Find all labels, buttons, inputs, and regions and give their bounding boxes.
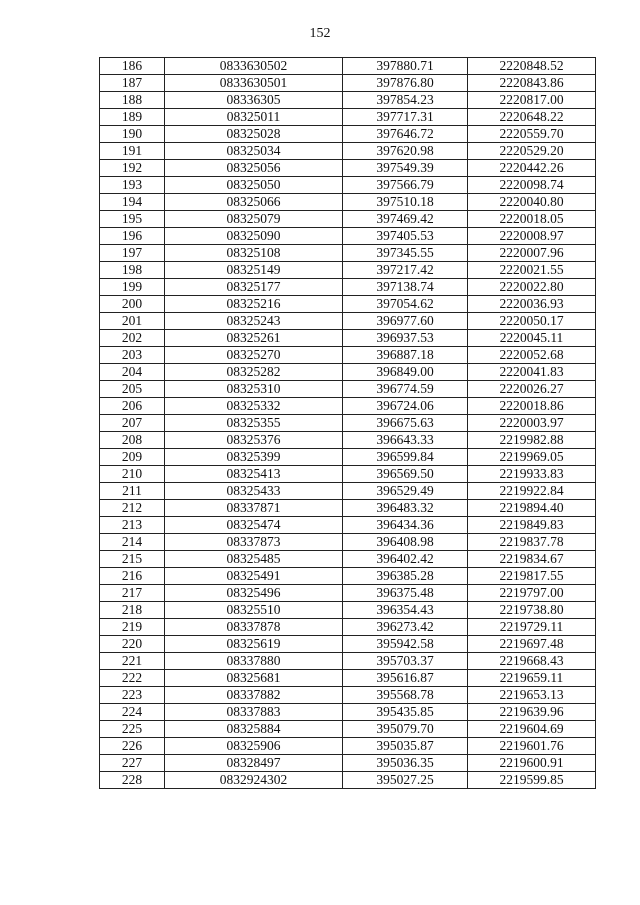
row-number-cell: 220 [100, 636, 165, 653]
table-row [100, 245, 596, 262]
x-coordinate-cell: 395942.58 [343, 636, 468, 653]
row-number-cell: 195 [100, 211, 165, 228]
x-coordinate-cell: 395616.87 [343, 670, 468, 687]
table-row [100, 211, 596, 228]
code-cell: 08325056 [165, 160, 343, 177]
x-coordinate-cell: 396937.53 [343, 330, 468, 347]
table-row [100, 534, 596, 551]
y-coordinate-cell: 2220559.70 [468, 126, 596, 143]
y-coordinate-cell: 2220018.05 [468, 211, 596, 228]
code-cell: 08325433 [165, 483, 343, 500]
code-cell: 08325485 [165, 551, 343, 568]
y-coordinate-cell: 2220041.83 [468, 364, 596, 381]
code-cell: 08325270 [165, 347, 343, 364]
table-row [100, 687, 596, 704]
table-row [100, 653, 596, 670]
y-coordinate-cell: 2220007.96 [468, 245, 596, 262]
code-cell: 08325050 [165, 177, 343, 194]
row-number-cell: 196 [100, 228, 165, 245]
code-cell: 08325619 [165, 636, 343, 653]
code-cell: 08325034 [165, 143, 343, 160]
table-row [100, 381, 596, 398]
row-number-cell: 188 [100, 92, 165, 109]
x-coordinate-cell: 395703.37 [343, 653, 468, 670]
code-cell: 08337878 [165, 619, 343, 636]
table-row [100, 330, 596, 347]
table-row [100, 585, 596, 602]
x-coordinate-cell: 397138.74 [343, 279, 468, 296]
code-cell: 08325884 [165, 721, 343, 738]
code-cell: 08325177 [165, 279, 343, 296]
table-row [100, 636, 596, 653]
x-coordinate-cell: 397510.18 [343, 194, 468, 211]
row-number-cell: 228 [100, 772, 165, 789]
table-row [100, 364, 596, 381]
table-row [100, 755, 596, 772]
code-cell: 08325355 [165, 415, 343, 432]
row-number-cell: 186 [100, 58, 165, 75]
y-coordinate-cell: 2219837.78 [468, 534, 596, 551]
table-body [100, 58, 596, 789]
table-row [100, 449, 596, 466]
x-coordinate-cell: 397566.79 [343, 177, 468, 194]
row-number-cell: 190 [100, 126, 165, 143]
y-coordinate-cell: 2220018.86 [468, 398, 596, 415]
row-number-cell: 197 [100, 245, 165, 262]
coordinates-table [99, 57, 596, 789]
code-cell: 0832924302 [165, 772, 343, 789]
row-number-cell: 226 [100, 738, 165, 755]
row-number-cell: 194 [100, 194, 165, 211]
x-coordinate-cell: 397217.42 [343, 262, 468, 279]
row-number-cell: 213 [100, 517, 165, 534]
row-number-cell: 193 [100, 177, 165, 194]
y-coordinate-cell: 2219982.88 [468, 432, 596, 449]
table-row [100, 721, 596, 738]
x-coordinate-cell: 396483.32 [343, 500, 468, 517]
y-coordinate-cell: 2219599.85 [468, 772, 596, 789]
y-coordinate-cell: 2219969.05 [468, 449, 596, 466]
y-coordinate-cell: 2220648.22 [468, 109, 596, 126]
code-cell: 08325282 [165, 364, 343, 381]
y-coordinate-cell: 2219653.13 [468, 687, 596, 704]
x-coordinate-cell: 395035.87 [343, 738, 468, 755]
code-cell: 08325399 [165, 449, 343, 466]
code-cell: 08337873 [165, 534, 343, 551]
code-cell: 08337882 [165, 687, 343, 704]
x-coordinate-cell: 396569.50 [343, 466, 468, 483]
y-coordinate-cell: 2220843.86 [468, 75, 596, 92]
row-number-cell: 211 [100, 483, 165, 500]
table-row [100, 432, 596, 449]
y-coordinate-cell: 2220026.27 [468, 381, 596, 398]
table-row [100, 109, 596, 126]
x-coordinate-cell: 397620.98 [343, 143, 468, 160]
table-row [100, 738, 596, 755]
y-coordinate-cell: 2219729.11 [468, 619, 596, 636]
table-row [100, 347, 596, 364]
code-cell: 08337880 [165, 653, 343, 670]
x-coordinate-cell: 397854.23 [343, 92, 468, 109]
y-coordinate-cell: 2220003.97 [468, 415, 596, 432]
page-number: 152 [309, 26, 331, 41]
y-coordinate-cell: 2220529.20 [468, 143, 596, 160]
code-cell: 08337871 [165, 500, 343, 517]
x-coordinate-cell: 397054.62 [343, 296, 468, 313]
row-number-cell: 208 [100, 432, 165, 449]
row-number-cell: 189 [100, 109, 165, 126]
y-coordinate-cell: 2220817.00 [468, 92, 596, 109]
x-coordinate-cell: 397646.72 [343, 126, 468, 143]
x-coordinate-cell: 397405.53 [343, 228, 468, 245]
x-coordinate-cell: 397549.39 [343, 160, 468, 177]
row-number-cell: 201 [100, 313, 165, 330]
table-row [100, 466, 596, 483]
table-row [100, 772, 596, 789]
row-number-cell: 209 [100, 449, 165, 466]
table-row [100, 415, 596, 432]
code-cell: 08325066 [165, 194, 343, 211]
x-coordinate-cell: 397876.80 [343, 75, 468, 92]
row-number-cell: 187 [100, 75, 165, 92]
x-coordinate-cell: 395079.70 [343, 721, 468, 738]
code-cell: 08325243 [165, 313, 343, 330]
table-row [100, 500, 596, 517]
table-row [100, 126, 596, 143]
row-number-cell: 215 [100, 551, 165, 568]
x-coordinate-cell: 396675.63 [343, 415, 468, 432]
y-coordinate-cell: 2219797.00 [468, 585, 596, 602]
x-coordinate-cell: 397469.42 [343, 211, 468, 228]
x-coordinate-cell: 395027.25 [343, 772, 468, 789]
y-coordinate-cell: 2219639.96 [468, 704, 596, 721]
y-coordinate-cell: 2219834.67 [468, 551, 596, 568]
code-cell: 08325310 [165, 381, 343, 398]
table-row [100, 228, 596, 245]
table-row [100, 398, 596, 415]
row-number-cell: 212 [100, 500, 165, 517]
row-number-cell: 219 [100, 619, 165, 636]
code-cell: 08325090 [165, 228, 343, 245]
table-row [100, 568, 596, 585]
row-number-cell: 203 [100, 347, 165, 364]
table-row [100, 160, 596, 177]
x-coordinate-cell: 396434.36 [343, 517, 468, 534]
code-cell: 08325261 [165, 330, 343, 347]
code-cell: 08328497 [165, 755, 343, 772]
y-coordinate-cell: 2220021.55 [468, 262, 596, 279]
row-number-cell: 227 [100, 755, 165, 772]
y-coordinate-cell: 2219659.11 [468, 670, 596, 687]
y-coordinate-cell: 2219738.80 [468, 602, 596, 619]
x-coordinate-cell: 396887.18 [343, 347, 468, 364]
row-number-cell: 198 [100, 262, 165, 279]
x-coordinate-cell: 396774.59 [343, 381, 468, 398]
row-number-cell: 210 [100, 466, 165, 483]
x-coordinate-cell: 396849.00 [343, 364, 468, 381]
code-cell: 08325108 [165, 245, 343, 262]
code-cell: 08337883 [165, 704, 343, 721]
x-coordinate-cell: 397717.31 [343, 109, 468, 126]
code-cell: 08325376 [165, 432, 343, 449]
x-coordinate-cell: 396273.42 [343, 619, 468, 636]
code-cell: 08325906 [165, 738, 343, 755]
x-coordinate-cell: 396643.33 [343, 432, 468, 449]
x-coordinate-cell: 395435.85 [343, 704, 468, 721]
code-cell: 08325028 [165, 126, 343, 143]
code-cell: 08325681 [165, 670, 343, 687]
x-coordinate-cell: 396529.49 [343, 483, 468, 500]
table-row [100, 551, 596, 568]
y-coordinate-cell: 2219668.43 [468, 653, 596, 670]
y-coordinate-cell: 2219817.55 [468, 568, 596, 585]
x-coordinate-cell: 396408.98 [343, 534, 468, 551]
code-cell: 08325496 [165, 585, 343, 602]
y-coordinate-cell: 2219601.76 [468, 738, 596, 755]
code-cell: 08325413 [165, 466, 343, 483]
row-number-cell: 192 [100, 160, 165, 177]
x-coordinate-cell: 397345.55 [343, 245, 468, 262]
code-cell: 08325079 [165, 211, 343, 228]
row-number-cell: 202 [100, 330, 165, 347]
table-row [100, 92, 596, 109]
row-number-cell: 214 [100, 534, 165, 551]
x-coordinate-cell: 396724.06 [343, 398, 468, 415]
row-number-cell: 191 [100, 143, 165, 160]
table-row [100, 483, 596, 500]
table-row [100, 177, 596, 194]
y-coordinate-cell: 2220442.26 [468, 160, 596, 177]
code-cell: 08325332 [165, 398, 343, 415]
x-coordinate-cell: 396977.60 [343, 313, 468, 330]
row-number-cell: 225 [100, 721, 165, 738]
code-cell: 0833630502 [165, 58, 343, 75]
code-cell: 08336305 [165, 92, 343, 109]
row-number-cell: 200 [100, 296, 165, 313]
table-row [100, 58, 596, 75]
code-cell: 08325491 [165, 568, 343, 585]
y-coordinate-cell: 2219922.84 [468, 483, 596, 500]
row-number-cell: 204 [100, 364, 165, 381]
table-row [100, 75, 596, 92]
x-coordinate-cell: 396385.28 [343, 568, 468, 585]
y-coordinate-cell: 2219697.48 [468, 636, 596, 653]
y-coordinate-cell: 2219849.83 [468, 517, 596, 534]
row-number-cell: 207 [100, 415, 165, 432]
code-cell: 08325149 [165, 262, 343, 279]
row-number-cell: 206 [100, 398, 165, 415]
row-number-cell: 199 [100, 279, 165, 296]
x-coordinate-cell: 396375.48 [343, 585, 468, 602]
y-coordinate-cell: 2220848.52 [468, 58, 596, 75]
code-cell: 0833630501 [165, 75, 343, 92]
table-row [100, 517, 596, 534]
row-number-cell: 222 [100, 670, 165, 687]
code-cell: 08325216 [165, 296, 343, 313]
table-row [100, 670, 596, 687]
row-number-cell: 216 [100, 568, 165, 585]
y-coordinate-cell: 2219933.83 [468, 466, 596, 483]
row-number-cell: 218 [100, 602, 165, 619]
table-row [100, 313, 596, 330]
row-number-cell: 217 [100, 585, 165, 602]
x-coordinate-cell: 396402.42 [343, 551, 468, 568]
y-coordinate-cell: 2220040.80 [468, 194, 596, 211]
table-row [100, 143, 596, 160]
x-coordinate-cell: 395568.78 [343, 687, 468, 704]
row-number-cell: 205 [100, 381, 165, 398]
x-coordinate-cell: 397880.71 [343, 58, 468, 75]
x-coordinate-cell: 396354.43 [343, 602, 468, 619]
row-number-cell: 223 [100, 687, 165, 704]
table-row [100, 704, 596, 721]
table-row [100, 296, 596, 313]
y-coordinate-cell: 2219894.40 [468, 500, 596, 517]
y-coordinate-cell: 2220008.97 [468, 228, 596, 245]
code-cell: 08325474 [165, 517, 343, 534]
y-coordinate-cell: 2220045.11 [468, 330, 596, 347]
y-coordinate-cell: 2219600.91 [468, 755, 596, 772]
table-row [100, 262, 596, 279]
table-row [100, 619, 596, 636]
y-coordinate-cell: 2220022.80 [468, 279, 596, 296]
y-coordinate-cell: 2220098.74 [468, 177, 596, 194]
table-row [100, 602, 596, 619]
x-coordinate-cell: 396599.84 [343, 449, 468, 466]
row-number-cell: 224 [100, 704, 165, 721]
y-coordinate-cell: 2219604.69 [468, 721, 596, 738]
code-cell: 08325011 [165, 109, 343, 126]
code-cell: 08325510 [165, 602, 343, 619]
y-coordinate-cell: 2220050.17 [468, 313, 596, 330]
row-number-cell: 221 [100, 653, 165, 670]
x-coordinate-cell: 395036.35 [343, 755, 468, 772]
y-coordinate-cell: 2220036.93 [468, 296, 596, 313]
table-row [100, 279, 596, 296]
table-row [100, 194, 596, 211]
y-coordinate-cell: 2220052.68 [468, 347, 596, 364]
